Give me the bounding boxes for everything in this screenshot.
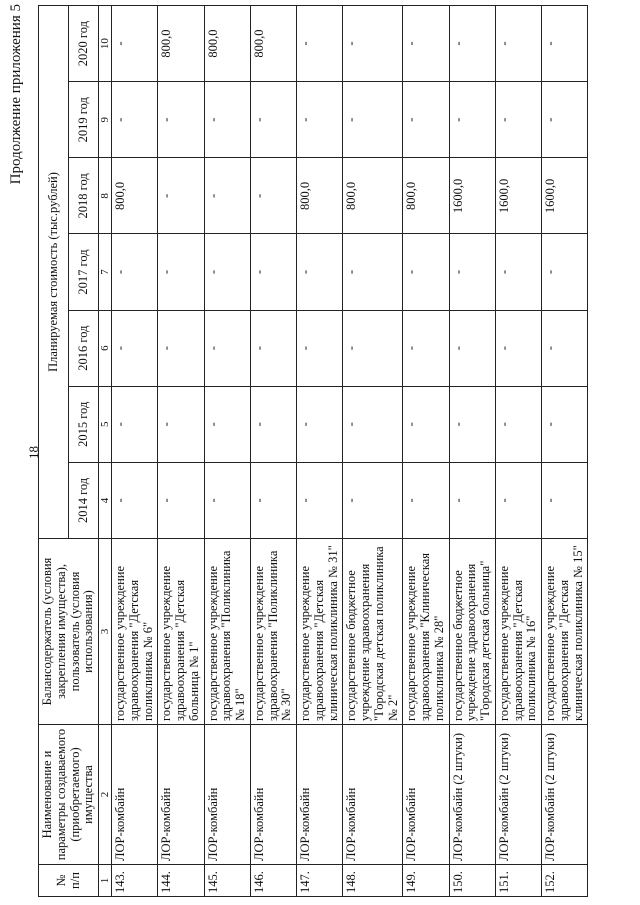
row-balance-holder: государственное учреждение здравоохранения "Детская поликлиника № 16" — [495, 539, 541, 725]
row-balance-holder: государственное бюджетное учреждение здравоохранения "Городская детская поликлиника № 2" — [343, 539, 403, 725]
page-number: 18 — [26, 446, 41, 459]
row-cost-value: - — [112, 234, 158, 310]
row-number: 144. — [158, 865, 204, 897]
row-balance-holder: государственное бюджетное учреждение здравоохранения "Городская детская больница" — [449, 539, 495, 725]
row-item-name: ЛОР-комбайн — [158, 725, 204, 865]
row-cost-value: - — [449, 462, 495, 538]
row-cost-value: - — [112, 386, 158, 462]
row-cost-value: - — [542, 386, 588, 462]
table-row — [112, 6, 158, 897]
row-cost-value: - — [204, 386, 250, 462]
row-balance-holder: государственное учреждение здравоохранения "Детская больница № 1" — [158, 539, 204, 725]
header-holder: Балансодержатель (условия закрепления имущества), пользователь (условия использования) — [39, 539, 99, 725]
row-cost-value: - — [250, 386, 296, 462]
row-cost-value: - — [403, 82, 449, 158]
row-cost-value: - — [542, 82, 588, 158]
row-cost-value: - — [250, 462, 296, 538]
row-cost-value: - — [112, 462, 158, 538]
table-row — [158, 6, 204, 897]
row-cost-value: - — [204, 310, 250, 386]
row-cost-value: 800,0 — [297, 158, 343, 234]
header-name: Наименование и параметры создаваемого (приобретаемого) имущества — [39, 725, 99, 865]
table-row — [542, 6, 588, 897]
table-row — [449, 6, 495, 897]
table-row — [495, 6, 541, 897]
row-cost-value: - — [542, 234, 588, 310]
column-index-cell: 10 — [99, 6, 112, 82]
table-row — [343, 6, 403, 897]
column-index-cell: 3 — [99, 539, 112, 725]
row-cost-value: - — [204, 234, 250, 310]
row-cost-value: - — [403, 386, 449, 462]
continuation-caption: Продолжение приложения 5 — [8, 4, 24, 185]
table-row — [403, 6, 449, 897]
header-year: 2019 год — [69, 82, 99, 158]
row-cost-value: - — [403, 462, 449, 538]
header-num: № п/п — [39, 865, 99, 897]
header-year: 2016 год — [69, 310, 99, 386]
table-row — [204, 6, 250, 897]
row-cost-value: 800,0 — [112, 158, 158, 234]
row-cost-value: - — [449, 6, 495, 82]
row-cost-value: - — [158, 310, 204, 386]
header-planned-cost: Планируемая стоимость (тыс.рублей) — [39, 6, 69, 539]
row-item-name: ЛОР-комбайн (2 штуки) — [495, 725, 541, 865]
row-number: 148. — [343, 865, 403, 897]
row-balance-holder: государственное учреждение здравоохранения "Клиническая поликлиника № 28" — [403, 539, 449, 725]
column-index-cell: 1 — [99, 865, 112, 897]
row-cost-value: - — [297, 6, 343, 82]
row-balance-holder: государственное учреждение здравоохранения "Детская клиническая поликлиника № 15" — [542, 539, 588, 725]
row-cost-value: - — [449, 234, 495, 310]
table-body — [112, 6, 588, 897]
row-item-name: ЛОР-комбайн — [297, 725, 343, 865]
row-cost-value: - — [542, 462, 588, 538]
column-index-cell: 5 — [99, 386, 112, 462]
row-item-name: ЛОР-комбайн — [112, 725, 158, 865]
row-item-name: ЛОР-комбайн — [403, 725, 449, 865]
row-cost-value: 1600,0 — [495, 158, 541, 234]
row-cost-value: - — [250, 310, 296, 386]
table-row — [297, 6, 343, 897]
row-cost-value: - — [297, 310, 343, 386]
row-item-name: ЛОР-комбайн — [250, 725, 296, 865]
header-year: 2014 год — [69, 462, 99, 538]
row-balance-holder: государственное учреждение здравоохранения "Детская клиническая поликлиника № 31" — [297, 539, 343, 725]
row-balance-holder: государственное учреждение здравоохранения "Детская поликлиника № 6" — [112, 539, 158, 725]
column-index-cell: 8 — [99, 158, 112, 234]
row-item-name: ЛОР-комбайн (2 штуки) — [449, 725, 495, 865]
column-index-row — [99, 6, 112, 897]
row-number: 146. — [250, 865, 296, 897]
row-cost-value: - — [343, 386, 403, 462]
column-index-cell: 9 — [99, 82, 112, 158]
column-index-cell: 4 — [99, 462, 112, 538]
column-index-cell: 2 — [99, 725, 112, 865]
header-year: 2017 год — [69, 234, 99, 310]
row-cost-value: - — [403, 234, 449, 310]
row-number: 147. — [297, 865, 343, 897]
row-cost-value: - — [343, 6, 403, 82]
row-cost-value: - — [449, 82, 495, 158]
row-cost-value: 800,0 — [204, 6, 250, 82]
row-cost-value: - — [495, 6, 541, 82]
row-cost-value: - — [343, 82, 403, 158]
row-cost-value: - — [495, 386, 541, 462]
header-year: 2020 год — [69, 6, 99, 82]
row-balance-holder: государственное учреждение здравоохранения "Поликлиника № 18" — [204, 539, 250, 725]
header-year: 2018 год — [69, 158, 99, 234]
row-cost-value: - — [495, 234, 541, 310]
row-cost-value: 800,0 — [403, 158, 449, 234]
row-item-name: ЛОР-комбайн (2 штуки) — [542, 725, 588, 865]
row-cost-value: - — [297, 234, 343, 310]
row-cost-value: - — [495, 310, 541, 386]
column-index-cell: 7 — [99, 234, 112, 310]
row-cost-value: - — [158, 158, 204, 234]
row-cost-value: - — [449, 386, 495, 462]
row-cost-value: - — [297, 82, 343, 158]
row-cost-value: - — [449, 310, 495, 386]
row-cost-value: - — [297, 462, 343, 538]
row-cost-value: - — [250, 234, 296, 310]
planned-cost-table — [38, 5, 588, 897]
row-cost-value: - — [204, 462, 250, 538]
row-item-name: ЛОР-комбайн — [204, 725, 250, 865]
row-cost-value: 800,0 — [158, 6, 204, 82]
row-cost-value: - — [542, 310, 588, 386]
column-index-cell: 6 — [99, 310, 112, 386]
row-cost-value: - — [495, 82, 541, 158]
header-year: 2015 год — [69, 386, 99, 462]
row-number: 151. — [495, 865, 541, 897]
row-cost-value: - — [158, 234, 204, 310]
row-cost-value: - — [158, 82, 204, 158]
row-number: 152. — [542, 865, 588, 897]
row-cost-value: - — [112, 6, 158, 82]
row-cost-value: 1600,0 — [542, 158, 588, 234]
row-balance-holder: государственное учреждение здравоохранения "Поликлиника № 30" — [250, 539, 296, 725]
row-cost-value: - — [250, 82, 296, 158]
row-cost-value: - — [403, 310, 449, 386]
row-cost-value: - — [158, 386, 204, 462]
row-cost-value: - — [112, 310, 158, 386]
row-cost-value: - — [495, 462, 541, 538]
row-number: 150. — [449, 865, 495, 897]
row-number: 145. — [204, 865, 250, 897]
table-row — [250, 6, 296, 897]
row-cost-value: - — [158, 462, 204, 538]
row-cost-value: - — [542, 6, 588, 82]
row-cost-value: - — [343, 462, 403, 538]
row-cost-value: 1600,0 — [449, 158, 495, 234]
row-cost-value: 800,0 — [343, 158, 403, 234]
row-number: 143. — [112, 865, 158, 897]
row-cost-value: - — [204, 158, 250, 234]
row-cost-value: - — [250, 158, 296, 234]
row-cost-value: - — [297, 386, 343, 462]
row-number: 149. — [403, 865, 449, 897]
row-cost-value: - — [112, 82, 158, 158]
row-cost-value: 800,0 — [250, 6, 296, 82]
row-cost-value: - — [204, 82, 250, 158]
row-cost-value: - — [343, 310, 403, 386]
row-cost-value: - — [403, 6, 449, 82]
row-item-name: ЛОР-комбайн — [343, 725, 403, 865]
row-cost-value: - — [343, 234, 403, 310]
